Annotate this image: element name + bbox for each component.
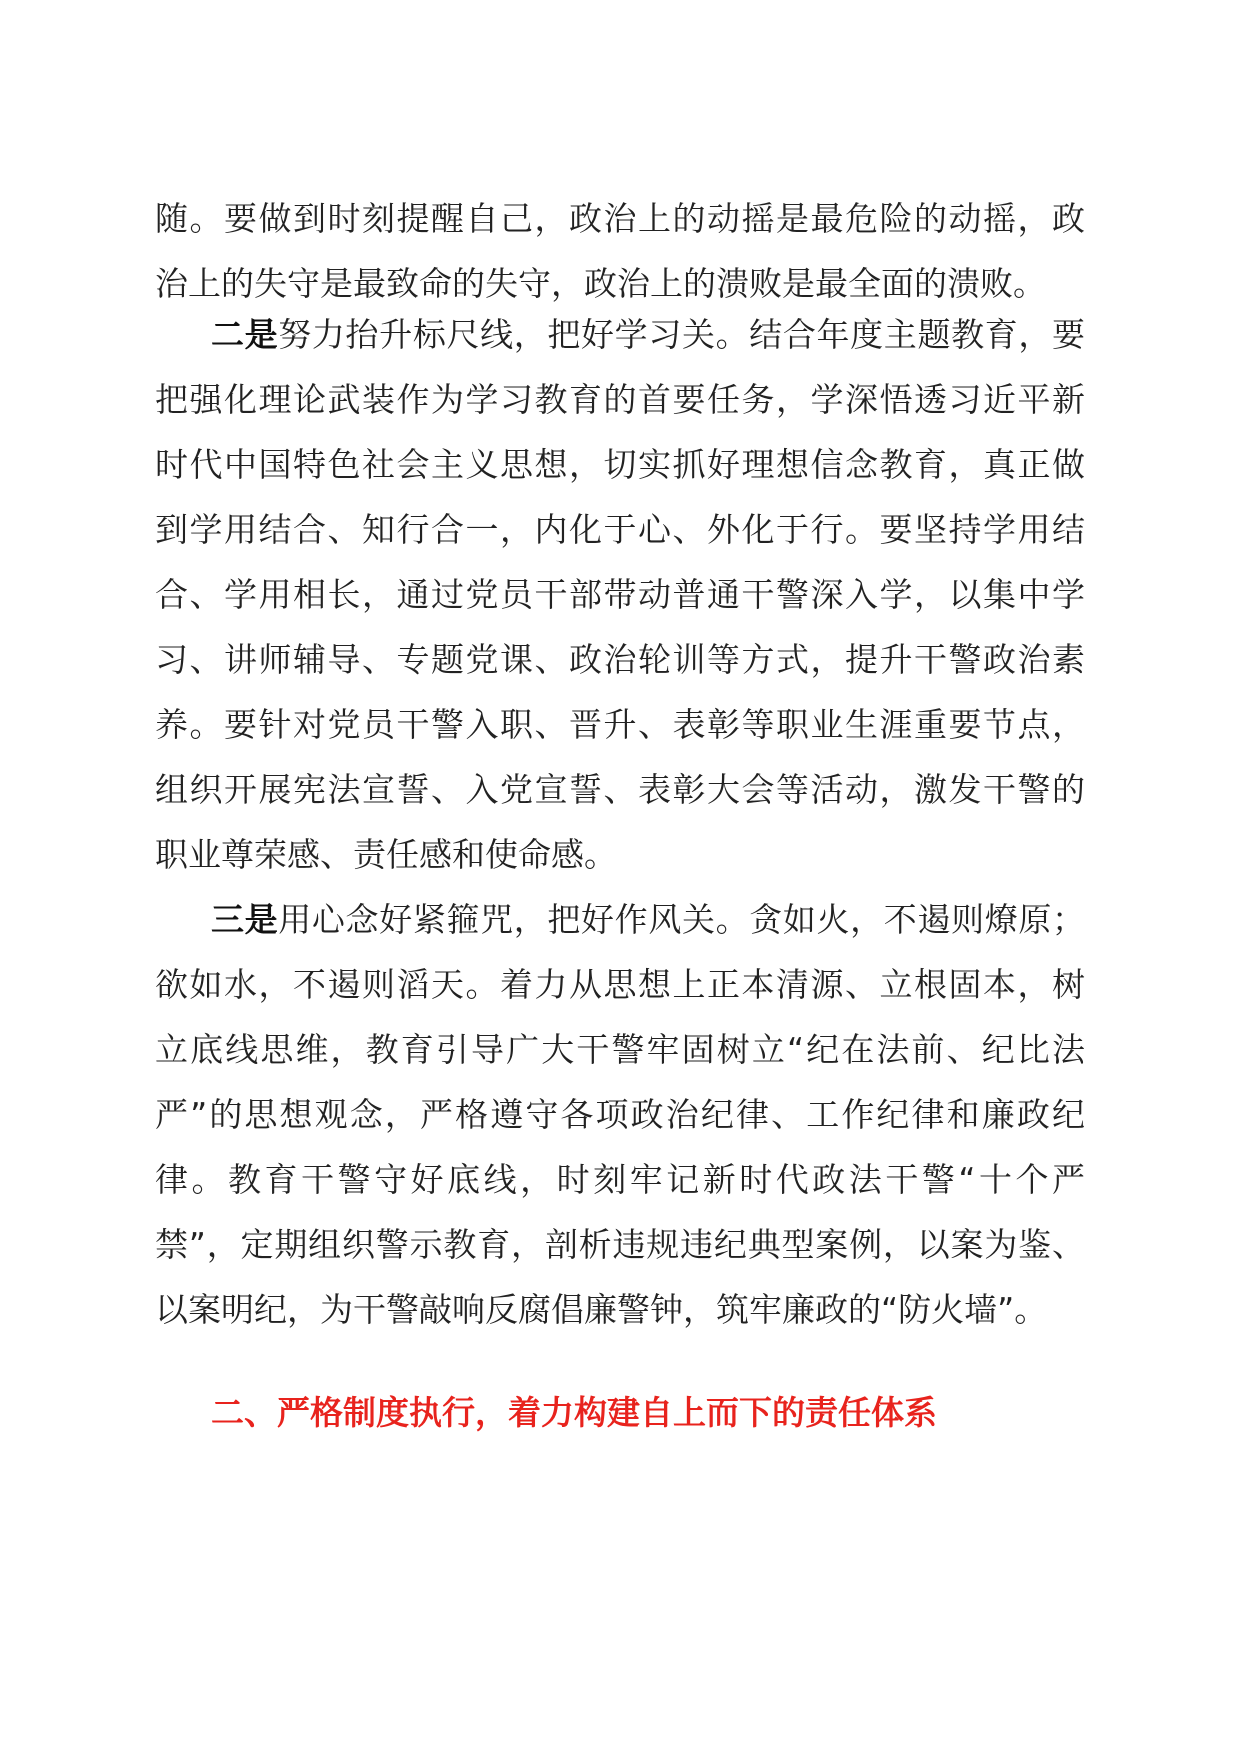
paragraph-second-point xyxy=(155,302,1085,887)
text-line: 立底线思维，教育引导广大干警牢固树立“纪在法前、纪比法 xyxy=(155,1030,1085,1069)
text-line: 习、讲师辅导、专题党课、政治轮训等方式，提升干警政治素 xyxy=(155,640,1085,679)
document-page xyxy=(155,0,1085,1754)
text-line: 以案明纪，为干警敲响反腐倡廉警钟，筑牢廉政的“防火墙”。 xyxy=(155,1290,1048,1329)
text-line xyxy=(155,302,1085,367)
text-line: 随。要做到时刻提醒自己，政治上的动摇是最危险的动摇，政 xyxy=(155,199,1085,238)
text-line: 职业尊荣感、责任感和使命感。 xyxy=(155,835,617,874)
text-line: 时代中国特色社会主义思想，切实抓好理想信念教育，真正做 xyxy=(155,445,1085,484)
text-span: 努力抬升标尺线，把好学习关。结合年度主题教育，要 xyxy=(278,315,1086,354)
text-line: 合、学用相长，通过党员干部带动普通干警深入学，以集中学 xyxy=(155,575,1085,614)
text-span: 用心念好紧箍咒，把好作风关。贪如火，不遏则燎原； xyxy=(278,900,1086,939)
text-line: 把强化理论武装作为学习教育的首要任务，学深悟透习近平新 xyxy=(155,380,1085,419)
paragraph-continuation xyxy=(155,186,1085,316)
text-line: 养。要针对党员干警入职、晋升、表彰等职业生涯重要节点， xyxy=(155,705,1085,744)
paragraph-lead: 三是 xyxy=(211,900,279,939)
section-heading: 二、严格制度执行，着力构建自上而下的责任体系 xyxy=(211,1393,937,1432)
text-line: 到学用结合、知行合一，内化于心、外化于行。要坚持学用结 xyxy=(155,510,1085,549)
text-line: 律。教育干警守好底线，时刻牢记新时代政法干警“十个严 xyxy=(155,1160,1085,1199)
paragraph-lead: 二是 xyxy=(211,315,279,354)
text-line: 禁”，定期组织警示教育，剖析违规违纪典型案例，以案为鉴、 xyxy=(155,1225,1085,1264)
text-line: 组织开展宪法宣誓、入党宣誓、表彰大会等活动，激发干警的 xyxy=(155,770,1085,809)
text-line: 严”的思想观念，严格遵守各项政治纪律、工作纪律和廉政纪 xyxy=(155,1095,1085,1134)
paragraph-third-point xyxy=(155,887,1085,1342)
text-line: 欲如水，不遏则滔天。着力从思想上正本清源、立根固本，树 xyxy=(155,965,1085,1004)
text-line xyxy=(155,887,1085,952)
text-line: 治上的失守是最致命的失守，政治上的溃败是最全面的溃败。 xyxy=(155,264,1046,303)
